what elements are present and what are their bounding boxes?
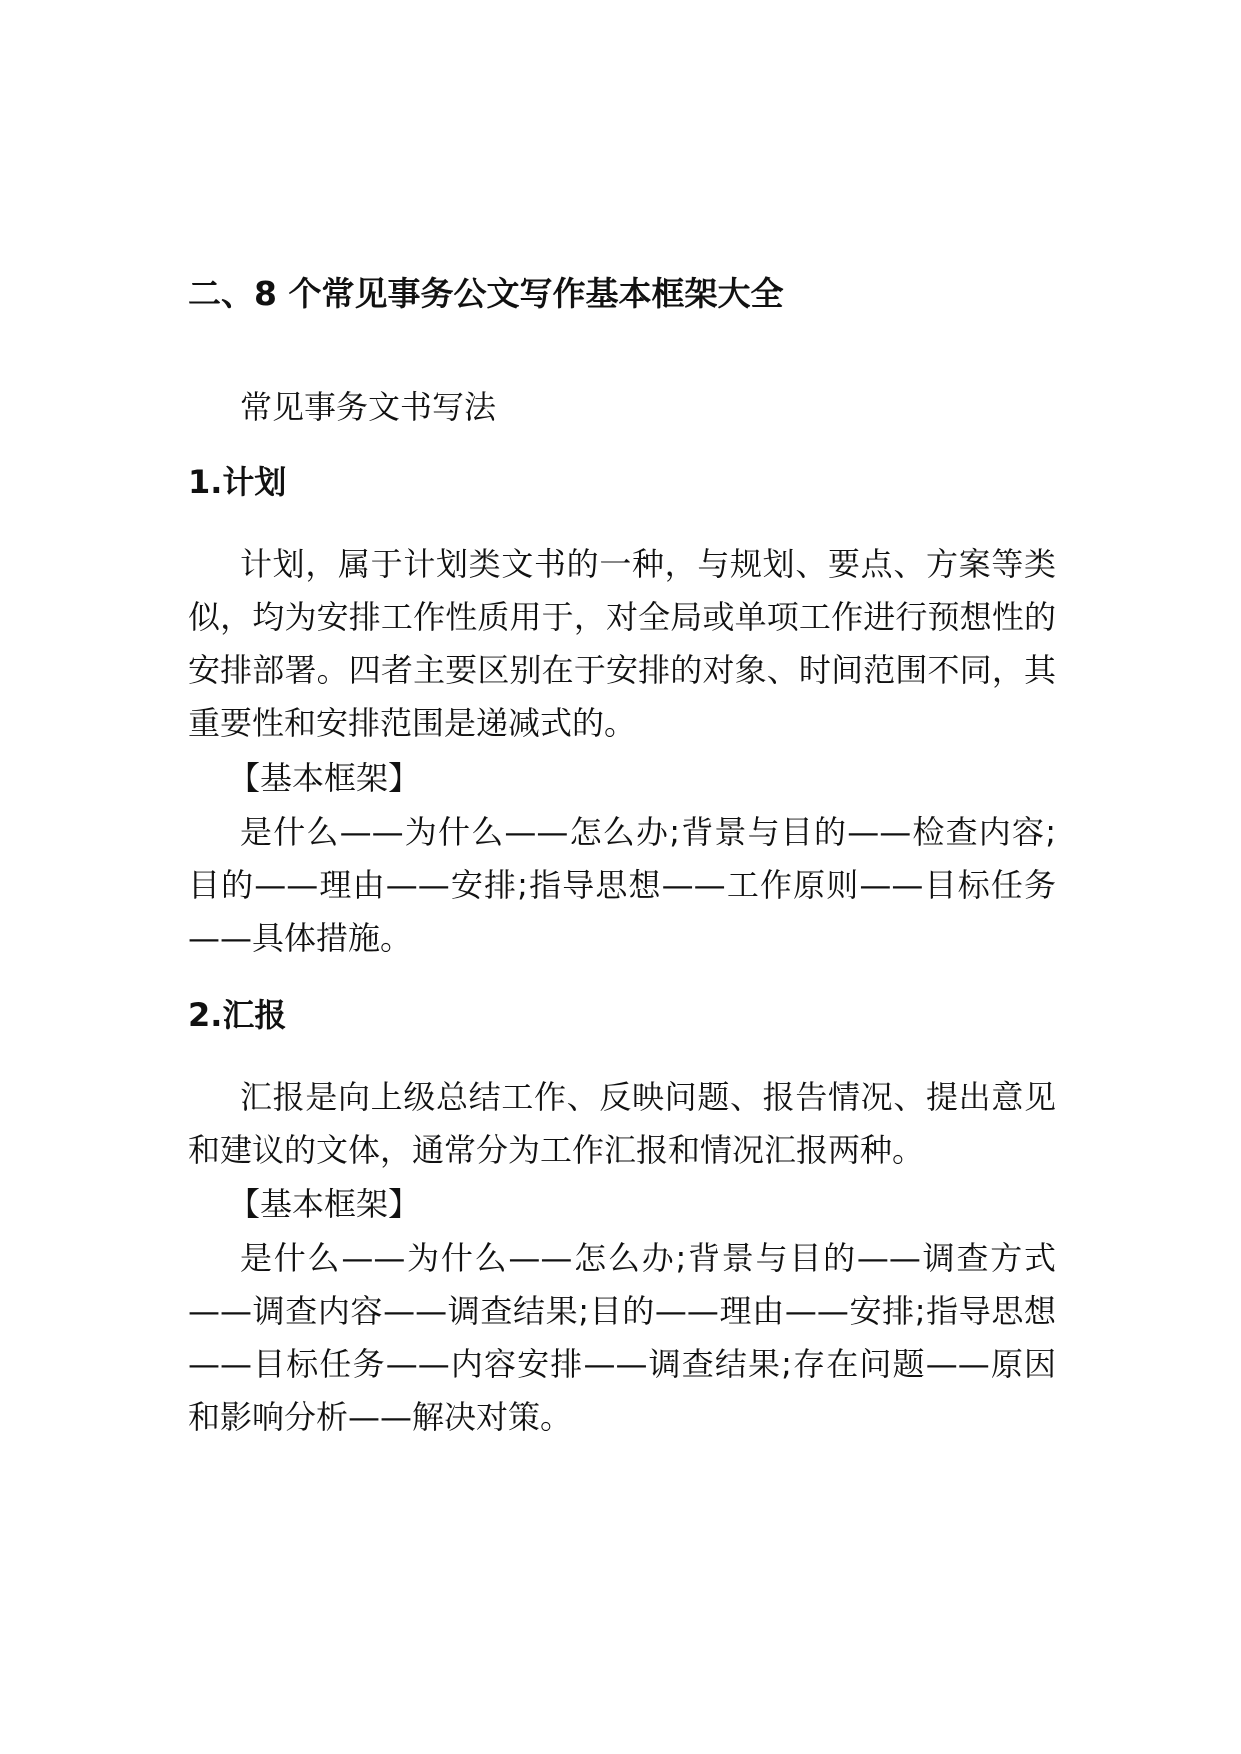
section-report-framework: 是什么——为什么——怎么办;背景与目的——调查方式——调查内容——调查结果;目的——理由——安排;指导思想——目标任务——内容安排——调查结果;存在问题——原因和影响分析——解决对策。 bbox=[188, 1239, 1056, 1436]
section-report-framework-label: 【基本框架】 bbox=[228, 1185, 421, 1223]
section-heading-plan: 1.计划 bbox=[188, 463, 287, 501]
section-heading-report: 2.汇报 bbox=[188, 996, 287, 1034]
section-report-description: 汇报是向上级总结工作、反映问题、报告情况、提出意见和建议的文体，通常分为工作汇报和情况汇报两种。 bbox=[188, 1078, 1056, 1169]
section-plan-framework-label: 【基本框架】 bbox=[228, 759, 421, 797]
section-plan-framework: 是什么——为什么——怎么办;背景与目的——检查内容;目的——理由——安排;指导思想——工作原则——目标任务——具体措施。 bbox=[188, 813, 1056, 957]
page-subtitle: 常见事务文书写法 bbox=[240, 388, 497, 426]
section-plan-description: 计划，属于计划类文书的一种，与规划、要点、方案等类似，均为安排工作性质用于，对全局或单项工作进行预想性的安排部署。四者主要区别在于安排的对象、时间范围不同，其重要性和安排范围是递减式的。 bbox=[188, 545, 1056, 742]
page-title: 二、8 个常见事务公文写作基本框架大全 bbox=[188, 274, 784, 313]
